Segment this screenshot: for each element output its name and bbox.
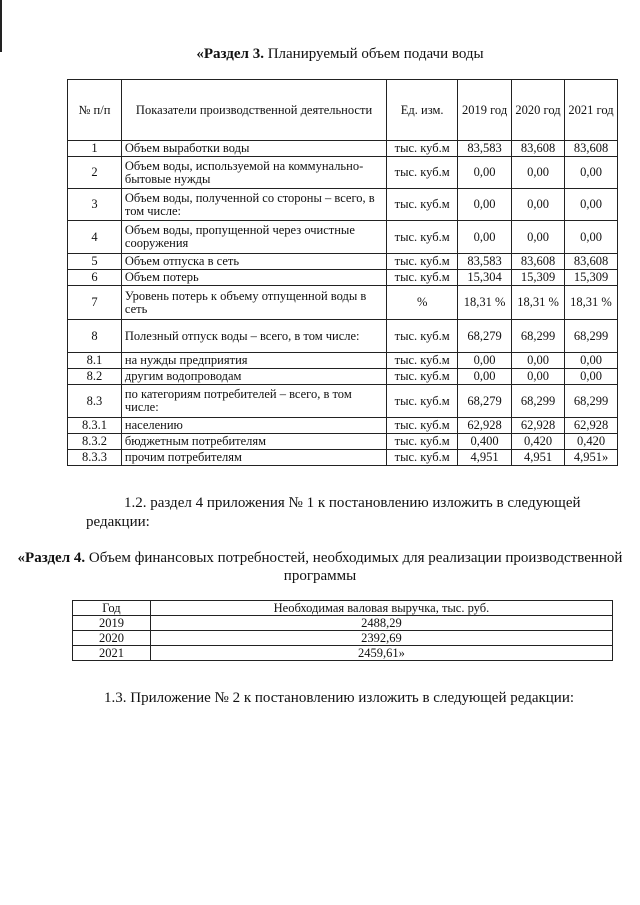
row-unit: тыс. куб.м (387, 369, 458, 385)
row-unit: тыс. куб.м (387, 385, 458, 418)
row-value-2021: 4,951» (565, 450, 618, 466)
section-4-title (0, 549, 640, 585)
row-value-2019: 4,951 (458, 450, 512, 466)
table-row (68, 254, 618, 270)
row-unit: тыс. куб.м (387, 450, 458, 466)
row-indicator: населению (121, 418, 386, 434)
row-number: 4 (68, 221, 122, 254)
row-value-2019: 68,279 (458, 320, 512, 353)
row-number: 8.3.2 (68, 434, 122, 450)
table-row (68, 418, 618, 434)
row-value-2019: 0,00 (458, 353, 512, 369)
table-row (68, 450, 618, 466)
row-unit: тыс. куб.м (387, 270, 458, 286)
row-value-2021: 0,00 (565, 221, 618, 254)
row-value-2020: 0,00 (512, 221, 565, 254)
row-indicator: другим водопроводам (121, 369, 386, 385)
row-number: 8 (68, 320, 122, 353)
row-indicator: Уровень потерь к объему отпущенной воды в сеть (121, 286, 386, 320)
row-value-2020: 0,00 (512, 189, 565, 221)
row-value-2021: 0,420 (565, 434, 618, 450)
row-value-2020: 83,608 (512, 254, 565, 270)
header-2019: 2019 год (458, 80, 512, 141)
table-row (68, 157, 618, 189)
row-indicator: бюджетным потребителям (121, 434, 386, 450)
section-4-title-rest: Объем финансовых потребностей, необходимых для реализации производственной программы (85, 550, 623, 584)
row-year: 2020 (73, 631, 151, 646)
header-number: № п/п (68, 80, 122, 141)
table-header-row (68, 80, 618, 141)
table-row (68, 189, 618, 221)
row-value-2020: 18,31 % (512, 286, 565, 320)
row-indicator: Полезный отпуск воды – всего, в том числе: (121, 320, 386, 353)
row-year: 2019 (73, 616, 151, 631)
row-year: 2021 (73, 646, 151, 661)
row-value-2019: 0,00 (458, 369, 512, 385)
row-indicator: Объем отпуска в сеть (121, 254, 386, 270)
row-revenue: 2392,69 (150, 631, 612, 646)
row-revenue: 2488,29 (150, 616, 612, 631)
row-value-2019: 0,00 (458, 157, 512, 189)
table-row (68, 286, 618, 320)
header-indicator: Показатели производственной деятельности (121, 80, 386, 141)
row-unit: тыс. куб.м (387, 141, 458, 157)
table-row (73, 631, 613, 646)
row-value-2021: 0,00 (565, 353, 618, 369)
row-value-2021: 0,00 (565, 157, 618, 189)
row-indicator: Объем воды, пропущенной через очистные сооружения (121, 221, 386, 254)
row-unit: тыс. куб.м (387, 189, 458, 221)
row-number: 5 (68, 254, 122, 270)
header-2021: 2021 год (565, 80, 618, 141)
row-unit: тыс. куб.м (387, 254, 458, 270)
row-number: 8.2 (68, 369, 122, 385)
row-number: 8.3.3 (68, 450, 122, 466)
row-value-2020: 0,00 (512, 157, 565, 189)
row-value-2019: 15,304 (458, 270, 512, 286)
row-number: 8.3 (68, 385, 122, 418)
row-value-2020: 0,00 (512, 353, 565, 369)
row-indicator: Объем воды, полученной со стороны – всего, в том числе: (121, 189, 386, 221)
row-value-2020: 15,309 (512, 270, 565, 286)
row-number: 7 (68, 286, 122, 320)
row-value-2019: 0,00 (458, 189, 512, 221)
section-4-title-bold: «Раздел 4. (17, 550, 86, 566)
paragraph-1-3: 1.3. Приложение № 2 к постановлению изложить в следующей редакции: (104, 690, 575, 706)
row-value-2021: 18,31 % (565, 286, 618, 320)
row-indicator: Объем воды, используемой на коммунально-бытовые нужды (121, 157, 386, 189)
row-value-2021: 15,309 (565, 270, 618, 286)
row-unit: тыс. куб.м (387, 434, 458, 450)
table-row (68, 270, 618, 286)
row-value-2019: 0,00 (458, 221, 512, 254)
row-value-2021: 68,299 (565, 385, 618, 418)
row-value-2019: 62,928 (458, 418, 512, 434)
margin-rule (0, 0, 2, 52)
row-indicator: прочим потребителям (121, 450, 386, 466)
row-value-2019: 68,279 (458, 385, 512, 418)
header-2020: 2020 год (512, 80, 565, 141)
row-number: 1 (68, 141, 122, 157)
header-revenue: Необходимая валовая выручка, тыс. руб. (150, 601, 612, 616)
section-3-title-bold: «Раздел 3. (196, 46, 264, 62)
row-revenue: 2459,61» (150, 646, 612, 661)
row-number: 8.3.1 (68, 418, 122, 434)
row-value-2020: 68,299 (512, 385, 565, 418)
row-indicator: на нужды предприятия (121, 353, 386, 369)
row-value-2021: 62,928 (565, 418, 618, 434)
row-indicator: Объем потерь (121, 270, 386, 286)
row-unit: тыс. куб.м (387, 221, 458, 254)
section-3-title-rest: Планируемый объем подачи воды (263, 46, 484, 62)
row-indicator: по категориям потребителей – всего, в том числе: (121, 385, 386, 418)
row-value-2021: 68,299 (565, 320, 618, 353)
row-value-2019: 83,583 (458, 254, 512, 270)
row-unit: тыс. куб.м (387, 418, 458, 434)
row-value-2021: 0,00 (565, 369, 618, 385)
table-row (68, 221, 618, 254)
section-3-title (20, 45, 640, 63)
water-supply-table (67, 79, 618, 466)
row-number: 8.1 (68, 353, 122, 369)
table-row (73, 616, 613, 631)
table-header-row (73, 601, 613, 616)
row-value-2020: 68,299 (512, 320, 565, 353)
table-row (68, 369, 618, 385)
table-row (68, 385, 618, 418)
table-row (73, 646, 613, 661)
row-value-2020: 0,420 (512, 434, 565, 450)
paragraph-1-2: 1.2. раздел 4 приложения № 1 к постановлению изложить в следующей редакции: (86, 495, 581, 530)
row-number: 2 (68, 157, 122, 189)
table-row (68, 320, 618, 353)
row-unit: % (387, 286, 458, 320)
row-value-2019: 18,31 % (458, 286, 512, 320)
table-row (68, 434, 618, 450)
row-value-2021: 83,608 (565, 141, 618, 157)
financial-needs-table (72, 600, 613, 661)
row-value-2019: 83,583 (458, 141, 512, 157)
table-row (68, 353, 618, 369)
row-value-2021: 0,00 (565, 189, 618, 221)
row-unit: тыс. куб.м (387, 320, 458, 353)
row-indicator: Объем выработки воды (121, 141, 386, 157)
row-value-2021: 83,608 (565, 254, 618, 270)
header-year: Год (73, 601, 151, 616)
row-value-2020: 83,608 (512, 141, 565, 157)
row-number: 6 (68, 270, 122, 286)
header-unit: Ед. изм. (387, 80, 458, 141)
row-unit: тыс. куб.м (387, 353, 458, 369)
row-value-2020: 0,00 (512, 369, 565, 385)
row-unit: тыс. куб.м (387, 157, 458, 189)
row-value-2019: 0,400 (458, 434, 512, 450)
row-value-2020: 4,951 (512, 450, 565, 466)
row-value-2020: 62,928 (512, 418, 565, 434)
table-row (68, 141, 618, 157)
row-number: 3 (68, 189, 122, 221)
